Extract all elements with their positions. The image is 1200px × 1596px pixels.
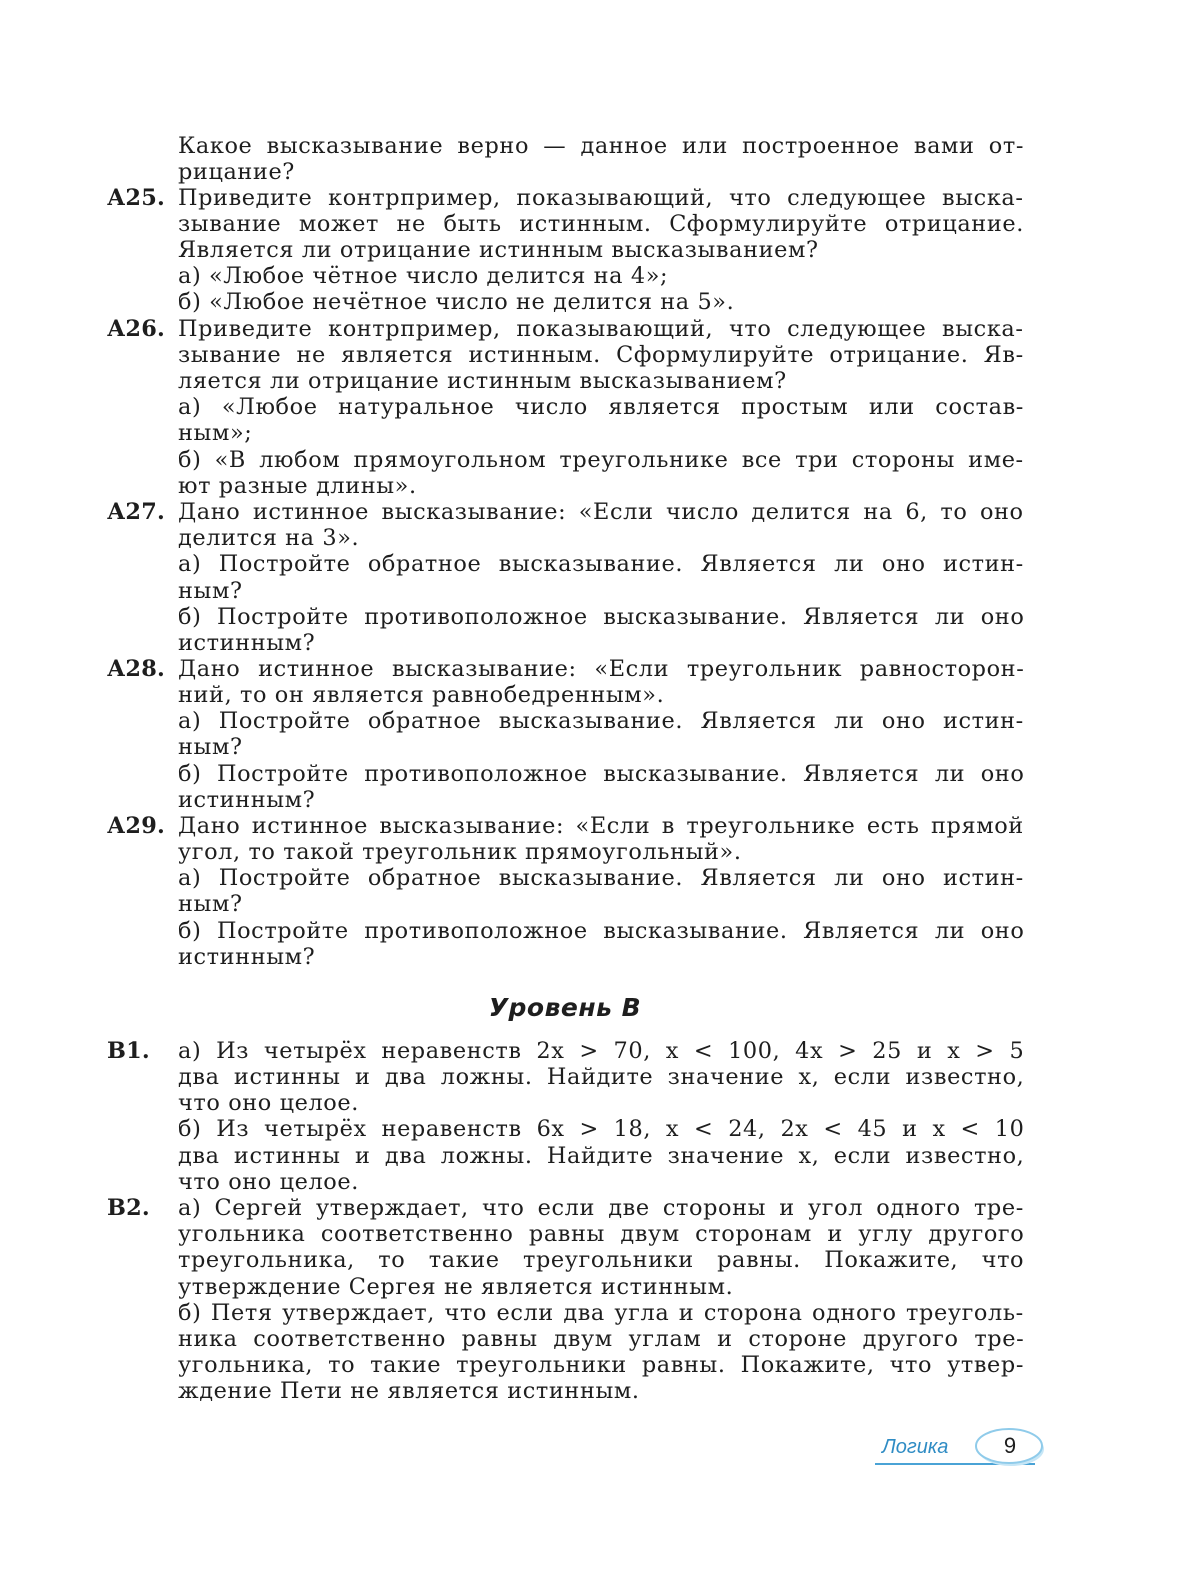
- intro-line: Какое высказывание верно — данное или построенное вами от-: [178, 133, 1025, 159]
- problem-line: делится на 3».: [178, 525, 360, 551]
- problem-line: истинным?: [178, 944, 316, 970]
- problem-line: утверждение Сергея не является истинным.: [178, 1274, 734, 1300]
- problem-line: ным?: [178, 578, 243, 604]
- problem-line: треугольника, то такие треугольники равны. Покажите, что: [178, 1247, 1025, 1273]
- intro-line: рицание?: [178, 159, 295, 185]
- problem-line: угольника, то такие треугольники равны. Покажите, что утвер-: [178, 1352, 1024, 1378]
- problem-line: б) Постройте противоположное высказывание. Является ли оно: [178, 761, 1025, 787]
- problem-line: а) Постройте обратное высказывание. Является ли оно истин-: [178, 708, 1024, 734]
- problem-number: А25.: [107, 185, 165, 211]
- problem-line: а) Постройте обратное высказывание. Является ли оно истин-: [178, 551, 1024, 577]
- problem-line: б) Постройте противоположное высказывание. Является ли оно: [178, 604, 1025, 630]
- page-number-badge: [974, 1423, 1046, 1469]
- problem-number: B2.: [107, 1195, 150, 1221]
- problem-line: а) Из четырёх неравенств 2x > 70, x < 100, 4x > 25 и x > 5: [178, 1038, 1025, 1064]
- problem-line: а) Сергей утверждает, что если две стороны и угол одного тре-: [178, 1195, 1024, 1221]
- problem-line: ным?: [178, 734, 243, 760]
- problem-line: что оно целое.: [178, 1090, 359, 1116]
- problem-line: истинным?: [178, 787, 316, 813]
- problem-line: угол, то такой треугольник прямоугольный».: [178, 839, 742, 865]
- problem-line: ляется ли отрицание истинным высказыванием?: [178, 368, 787, 394]
- problem-line: ным?: [178, 891, 243, 917]
- problem-line: зывание не является истинным. Сформулируйте отрицание. Яв-: [178, 342, 1024, 368]
- problem-number: А26.: [107, 316, 165, 342]
- problem-line: б) «Любое нечётное число не делится на 5».: [178, 289, 735, 315]
- problem-line: а) «Любое чётное число делится на 4»;: [178, 263, 669, 289]
- problem-line: Дано истинное высказывание: «Если треугольник равносторон-: [178, 656, 1025, 682]
- problem-line: а) «Любое натуральное число является простым или состав-: [178, 394, 1024, 420]
- problem-line: ника соответственно равны двум углам и стороне другого тре-: [178, 1326, 1025, 1352]
- problem-line: два истинны и два ложны. Найдите значение x, если известно,: [178, 1143, 1025, 1169]
- problem-line: Дано истинное высказывание: «Если в треугольнике есть прямой: [178, 813, 1024, 839]
- problem-line: б) Петя утверждает, что если два угла и сторона одного треуголь-: [178, 1300, 1024, 1326]
- section-label: Логика: [882, 1436, 949, 1458]
- problem-line: Приведите контрпример, показывающий, что следующее выска-: [178, 185, 1024, 211]
- problem-line: б) «В любом прямоугольном треугольнике все три стороны име-: [178, 447, 1024, 473]
- problem-line: угольника соответственно равны двум сторонам и углу другого: [178, 1221, 1025, 1247]
- problem-line: истинным?: [178, 630, 316, 656]
- problem-line: Является ли отрицание истинным высказыванием?: [178, 237, 819, 263]
- problem-number: B1.: [107, 1038, 150, 1064]
- problem-line: б) Из четырёх неравенств 6x > 18, x < 24, 2x < 45 и x < 10: [178, 1116, 1025, 1142]
- problem-line: а) Постройте обратное высказывание. Является ли оно истин-: [178, 865, 1024, 891]
- problem-line: Дано истинное высказывание: «Если число делится на 6, то оно: [178, 499, 1024, 525]
- problem-line: ным»;: [178, 420, 253, 446]
- problem-line: б) Постройте противоположное высказывание. Является ли оно: [178, 918, 1025, 944]
- problem-line: ют разные длины».: [178, 473, 417, 499]
- problem-line: ний, то он является равнобедренным».: [178, 682, 665, 708]
- problem-line: два истинны и два ложны. Найдите значение x, если известно,: [178, 1064, 1025, 1090]
- problem-number: А29.: [107, 813, 165, 839]
- page-number: 9: [1003, 1433, 1017, 1458]
- problem-line: ждение Пети не является истинным.: [178, 1378, 640, 1404]
- problem-line: зывание может не быть истинным. Сформулируйте отрицание.: [178, 211, 1024, 237]
- problem-line: что оно целое.: [178, 1169, 359, 1195]
- level-heading: Уровень B: [488, 993, 642, 1022]
- problem-line: Приведите контрпример, показывающий, что следующее выска-: [178, 316, 1024, 342]
- problem-number: А27.: [107, 499, 165, 525]
- problem-number: А28.: [107, 656, 165, 682]
